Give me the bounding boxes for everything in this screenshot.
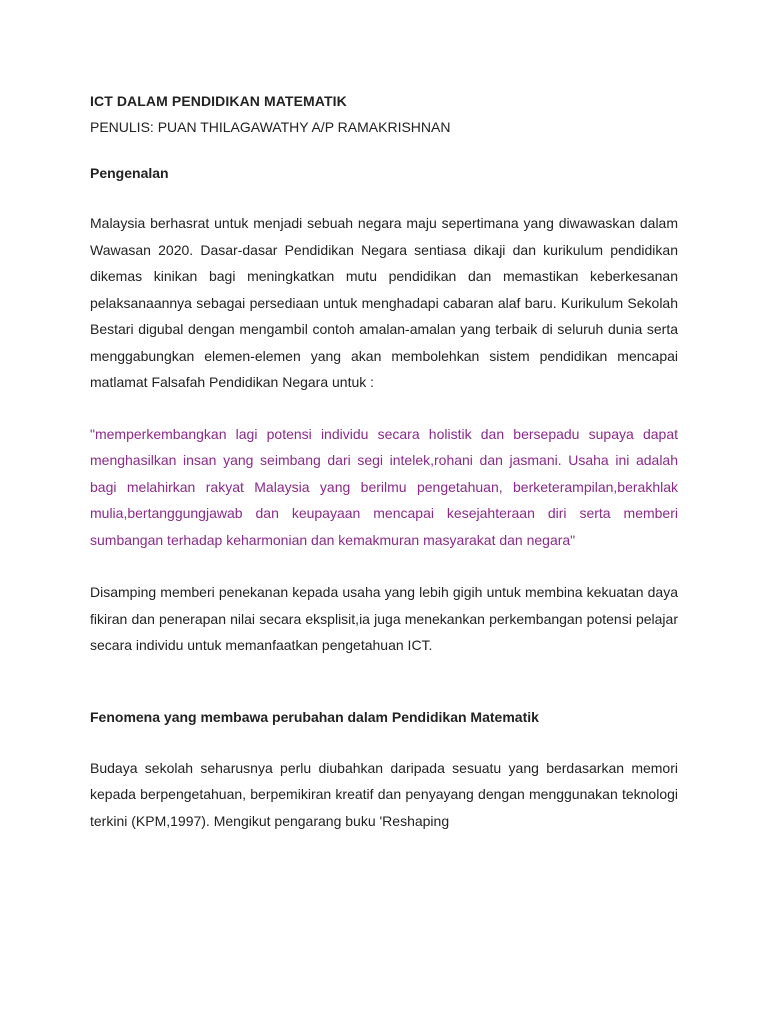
document-page	[90, 88, 678, 834]
ict-emphasis-paragraph: Disamping memberi penekanan kepada usaha yang lebih gigih untuk membina kekuatan daya fikiran dan penerapan nilai secara eksplisit,ia juga menekankan perkembangan potensi pelajar secara individu untuk memanfaatkan pengetahuan ICT.	[90, 584, 678, 653]
philosophy-quote: "memperkembangkan lagi potensi individu secara holistik dan bersepadu supaya dapat menghasilkan insan yang seimbang dari segi intelek,rohani dan jasmani. Usaha ini adalah bagi melahirkan rakyat Malaysia yang berilmu pengetahuan, berketerampilan,berakhlak mulia,bertanggungjawab dan keupayaan mencapai kesejahteraan diri serta memberi sumbangan terhadap keharmonian dan kemakmuran masyarakat dan negara"	[90, 425, 678, 548]
document-author: PENULIS: PUAN THILAGAWATHY A/P RAMAKRISHNAN	[90, 119, 451, 135]
section-heading-fenomena: Fenomena yang membawa perubahan dalam Pendidikan Matematik	[90, 708, 539, 725]
school-culture-paragraph: Budaya sekolah seharusnya perlu diubahkan daripada sesuatu yang berdasarkan memori kepada berpengetahuan, berpemikiran kreatif dan penyayang dengan menggunakan teknologi terkini (KPM,1997). Mengikut pengarang buku 'Reshaping	[90, 759, 678, 829]
section-heading-pengenalan: Pengenalan	[90, 165, 169, 181]
intro-paragraph: Malaysia berhasrat untuk menjadi sebuah negara maju sepertimana yang diwawaskan dalam Wawasan 2020. Dasar-dasar Pendidikan Negara sentiasa dikaji dan kurikulum pendidikan dikemas kinikan bagi meningkatkan mutu pendidikan dan memastikan keberkesanan pelaksanaannya sebagai persediaan untuk menghadapi cabaran alaf baru. Kurikulum Sekolah Bestari digubal dengan mengambil contoh amalan-amalan yang terbaik di seluruh dunia serta menggabungkan elemen-elemen yang akan membolehkan sistem pendidikan mencapai matlamat Falsafah Pendidikan Negara untuk :	[90, 215, 678, 390]
document-title: ICT DALAM PENDIDIKAN MATEMATIK	[90, 93, 347, 109]
